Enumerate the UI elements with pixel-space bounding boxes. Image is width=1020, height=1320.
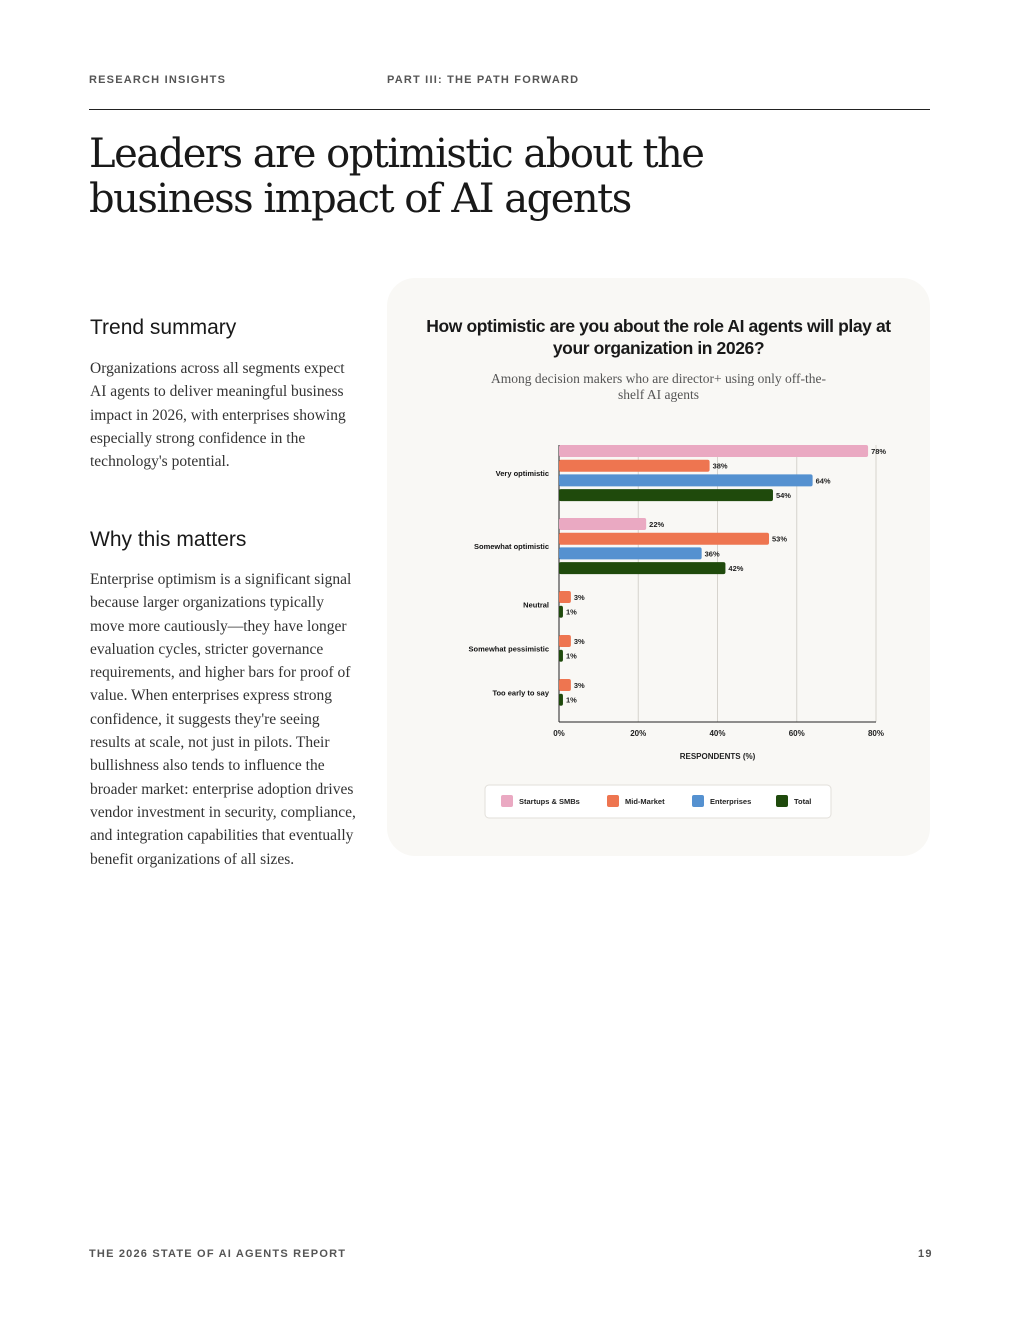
chart-subtitle: Among decision makers who are director+ using only off-the-shelf AI agents	[490, 371, 827, 402]
data-label: 1%	[565, 695, 577, 705]
category-label: Somewhat optimistic	[473, 542, 549, 552]
header-section-label: RESEARCH INSIGHTS	[89, 74, 227, 86]
x-tick-label: 60%	[788, 729, 805, 738]
chart-card	[387, 278, 930, 856]
bar	[559, 562, 725, 574]
header-divider	[89, 109, 930, 110]
data-label: 3%	[573, 637, 585, 646]
data-label: 1%	[565, 607, 577, 617]
why-body: Enterprise optimism is a significant signal because larger organizations typically move more cautiously—they have longer evaluation cycles, stricter governance requirements, and higher bars for proof of value. When enterprises express strong confidence, it suggests they're seeing results at scale, not just in pilots. Their bullishness also tends to influence the broader market: enterprise adoption drives vendor investment in security, compliance, and integration capabilities that eventually benefit organizations of all sizes.	[90, 571, 356, 868]
footer-report-title: THE 2026 STATE OF AI AGENTS REPORT	[89, 1248, 347, 1260]
bar-chart	[387, 278, 930, 856]
trend-body: Organizations across all segments expect AI agents to deliver meaningful business impact in 2026, with enterprises showing especially strong confidence in the technology's potential.	[90, 360, 346, 471]
bar	[559, 533, 769, 545]
data-label: 53%	[772, 534, 788, 544]
page-title: Leaders are optimistic about the business impact of AI agents	[89, 131, 704, 222]
bar	[559, 694, 563, 706]
bar	[559, 606, 563, 618]
x-tick-label: 80%	[867, 729, 885, 738]
legend-swatch	[776, 795, 788, 807]
category-label: Very optimistic	[495, 469, 549, 479]
data-label: 1%	[565, 651, 577, 661]
x-tick-label: 0%	[553, 729, 565, 738]
bar	[559, 547, 702, 559]
bar	[559, 650, 563, 662]
legend-swatch	[692, 795, 704, 807]
bar	[559, 591, 571, 603]
bar	[559, 679, 571, 691]
data-label: 3%	[573, 593, 585, 602]
data-label: 36%	[704, 549, 720, 559]
category-label: Neutral	[523, 600, 549, 610]
x-tick-label: 20%	[630, 729, 647, 738]
x-tick-label: 40%	[709, 729, 726, 738]
data-label: 54%	[775, 491, 791, 501]
bar	[559, 489, 773, 501]
header-part-label: PART III: THE PATH FORWARD	[387, 74, 580, 86]
data-label: 3%	[573, 681, 585, 690]
why-heading: Why this matters	[90, 528, 247, 551]
category-label: Somewhat pessimistic	[468, 644, 549, 654]
legend-swatch	[501, 795, 513, 807]
data-label: 64%	[815, 476, 831, 486]
chart-title: How optimistic are you about the role AI agents will play at your organization in 2026?	[426, 316, 891, 358]
legend-label: Enterprises	[710, 797, 752, 806]
data-label: 78%	[871, 447, 887, 456]
bar	[559, 460, 710, 472]
x-axis-label: RESPONDENTS (%)	[679, 752, 756, 761]
legend-label: Mid-Market	[625, 797, 665, 806]
page-number: 19	[918, 1248, 933, 1260]
category-label: Too early to say	[492, 688, 549, 698]
trend-heading: Trend summary	[90, 316, 237, 339]
bar	[559, 445, 868, 457]
legend-swatch	[607, 795, 619, 807]
legend-label: Startups & SMBs	[519, 797, 580, 806]
data-label: 22%	[649, 520, 665, 529]
legend-label: Total	[794, 797, 812, 806]
bar	[559, 635, 571, 647]
bar	[559, 518, 646, 530]
data-label: 42%	[728, 564, 744, 574]
data-label: 38%	[712, 461, 728, 471]
bar	[559, 474, 813, 486]
